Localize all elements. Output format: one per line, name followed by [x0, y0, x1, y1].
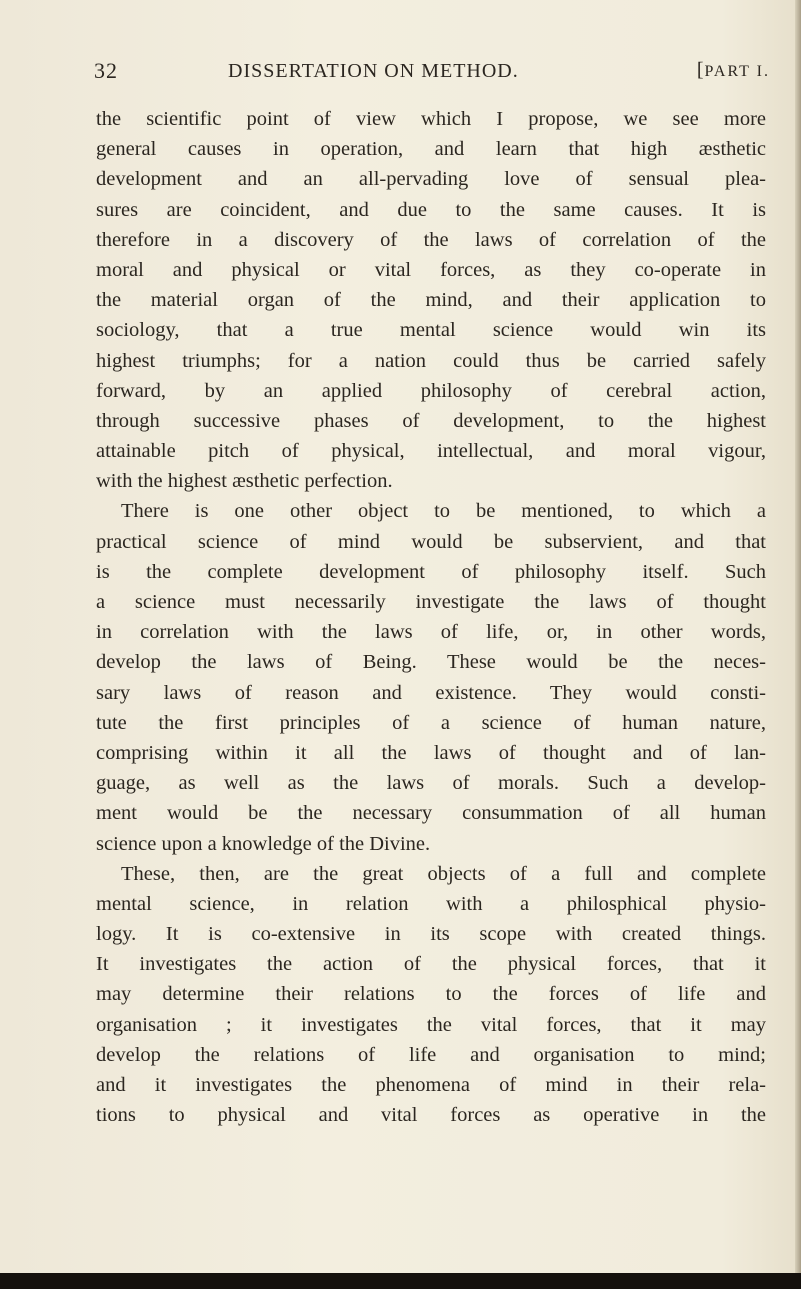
- page-number: 32: [94, 58, 118, 83]
- text-line: and it investigates the phenomena of mind in their rela-: [96, 1074, 766, 1096]
- text-line: through successive phases of development, to the highest: [96, 409, 766, 432]
- part-label-text: PART I.: [704, 63, 770, 80]
- page-edge-shadow: [795, 0, 801, 1289]
- text-line: with the highest æsthetic perfection.: [96, 470, 393, 493]
- text-line: practical science of mind would be subservient, and that: [96, 530, 766, 553]
- text-line: a science must necessarily investigate the laws of thought: [96, 591, 766, 613]
- scan-bottom-border: [0, 1273, 801, 1289]
- text-line: mental science, in relation with a philosphical physio-: [96, 892, 766, 915]
- text-line: develop the relations of life and organisation to mind;: [96, 1043, 766, 1066]
- text-line: It investigates the action of the physical forces, that it: [96, 953, 766, 976]
- text-line: ment would be the necessary consummation of all human: [96, 802, 766, 825]
- text-line: general causes in operation, and learn that high æsthetic: [96, 138, 766, 161]
- text-line: sociology, that a true mental science would win its: [96, 319, 766, 342]
- text-line: moral and physical or vital forces, as they co-operate in: [96, 258, 766, 281]
- part-label: [697, 59, 770, 82]
- text-line: may determine their relations to the forces of life and: [96, 983, 766, 1006]
- text-line: the material organ of the mind, and their application to: [96, 289, 766, 312]
- paragraph-first-line: These, then, are the great objects of a full and complete: [121, 862, 766, 885]
- text-line: science upon a knowledge of the Divine.: [96, 832, 431, 855]
- text-line: therefore in a discovery of the laws of correlation of the: [96, 228, 766, 251]
- text-line: development and an all-pervading love of sensual plea-: [96, 168, 766, 191]
- text-line: is the complete development of philosophy itself. Such: [96, 560, 766, 583]
- text-line: forward, by an applied philosophy of cerebral action,: [96, 379, 766, 402]
- text-line: in correlation with the laws of life, or, in other words,: [96, 621, 766, 644]
- text-line: comprising within it all the laws of thought and of lan-: [96, 741, 766, 764]
- part-bracket: [: [696, 59, 705, 81]
- paragraph-first-line: There is one other object to be mentioned, to which a: [121, 500, 766, 523]
- text-line: the scientific point of view which I propose, we see more: [96, 108, 766, 130]
- text-line: sary laws of reason and existence. They would consti-: [96, 681, 766, 704]
- text-line: organisation ; it investigates the vital forces, that it may: [96, 1013, 766, 1036]
- text-line: tions to physical and vital forces as operative in the: [96, 1104, 766, 1127]
- text-line: attainable pitch of physical, intellectual, and moral vigour,: [96, 440, 766, 463]
- text-line: tute the first principles of a science of human nature,: [96, 711, 766, 734]
- text-line: guage, as well as the laws of morals. Such a develop-: [96, 772, 766, 795]
- page-header: [94, 58, 770, 88]
- text-line: highest triumphs; for a nation could thus be carried safely: [96, 349, 766, 372]
- text-line: logy. It is co-extensive in its scope with created things.: [96, 923, 766, 946]
- body-text: [96, 104, 766, 1130]
- text-line: develop the laws of Being. These would be the neces-: [96, 651, 766, 674]
- running-title: DISSERTATION ON METHOD.: [228, 60, 519, 82]
- text-line: sures are coincident, and due to the same causes. It is: [96, 198, 766, 221]
